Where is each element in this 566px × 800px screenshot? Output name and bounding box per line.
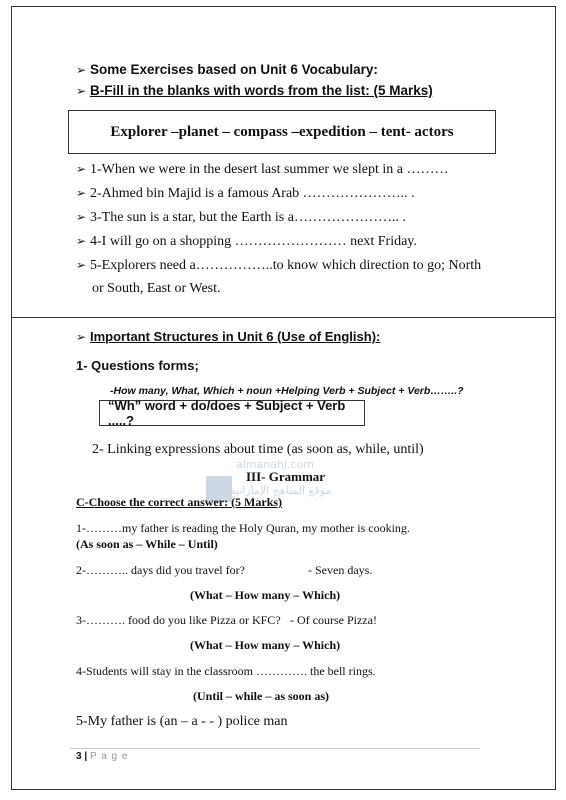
arrow-bullet-icon: ➢ <box>76 63 87 77</box>
structures-heading: ➢ Important Structures in Unit 6 (Use of English): <box>76 329 381 344</box>
linking-expressions: 2- Linking expressions about time (as soon as, while, until) <box>92 442 424 457</box>
grammar-q3-answer: - Of course Pizza! <box>290 613 377 627</box>
page-footer <box>76 751 128 762</box>
vocab-heading: ➢ Some Exercises based on Unit 6 Vocabulary: <box>76 62 378 77</box>
arrow-bullet-icon: ➢ <box>76 210 87 224</box>
vocab-item-2: ➢ 2-Ahmed bin Majid is a famous Arab ………………….. . <box>76 186 415 201</box>
grammar-q3-options: (What – How many – Which) <box>190 638 341 652</box>
section-divider <box>11 317 556 318</box>
arrow-bullet-icon: ➢ <box>76 258 87 272</box>
grammar-q1-options: (As soon as – While – Until) <box>76 537 218 551</box>
grammar-q2-answer: - Seven days. <box>308 563 373 577</box>
wh-formula-box <box>99 400 365 426</box>
arrow-bullet-icon: ➢ <box>76 84 87 98</box>
wh-formula: “Wh” word + do/does + Subject + Verb .....? <box>108 398 346 428</box>
grammar-q4: 4-Students will stay in the classroom …………. the bell rings. <box>76 664 376 678</box>
vocab-item-3: ➢ 3-The sun is a star, but the Earth is a………………….. . <box>76 210 406 225</box>
grammar-instruction: C-Choose the correct answer: (5 Marks) <box>76 495 283 509</box>
question-formula: -How many, What, Which + noun +Helping Verb + Subject + Verb……..? <box>110 385 464 397</box>
arrow-bullet-icon: ➢ <box>76 330 87 344</box>
word-list: Explorer –planet – compass –expedition – tent- actors <box>110 123 454 140</box>
arrow-bullet-icon: ➢ <box>76 234 87 248</box>
vocab-item-1: ➢ 1-When we were in the desert last summer we slept in a ……… <box>76 162 449 177</box>
word-list-box <box>68 110 496 154</box>
footer-rule <box>70 748 480 749</box>
watermark-arabic: موقع المناهج الإماراتية <box>230 484 332 497</box>
grammar-q5: 5-My father is (an – a - - ) police man <box>76 714 288 729</box>
watermark-site: almanahj.com <box>236 458 314 471</box>
question-forms-label: 1- Questions forms; <box>76 358 199 373</box>
page-separator: | <box>84 751 88 762</box>
vocab-item-4: ➢ 4-I will go on a shopping …………………… next Friday. <box>76 234 417 249</box>
arrow-bullet-icon: ➢ <box>76 162 87 176</box>
grammar-q4-options: (Until – while – as soon as) <box>193 689 330 703</box>
grammar-q1: 1-………my father is reading the Holy Quran, my mother is cooking. <box>76 521 410 535</box>
grammar-q2: 2-……….. days did you travel for? <box>76 563 245 577</box>
grammar-q3: 3-………. food do you like Pizza or KFC? <box>76 613 281 627</box>
page-label: P a g e <box>89 751 129 762</box>
page-number: 3 <box>76 751 82 762</box>
grammar-q2-options: (What – How many – Which) <box>190 588 341 602</box>
arrow-bullet-icon: ➢ <box>76 186 87 200</box>
grammar-heading: III- Grammar <box>246 469 326 484</box>
vocab-item-5-cont: or South, East or West. <box>92 281 221 296</box>
vocab-item-5: ➢ 5-Explorers need a……………..to know which direction to go; North <box>76 258 482 273</box>
vocab-subheading: ➢ B-Fill in the blanks with words from the list: (5 Marks) <box>76 83 433 98</box>
